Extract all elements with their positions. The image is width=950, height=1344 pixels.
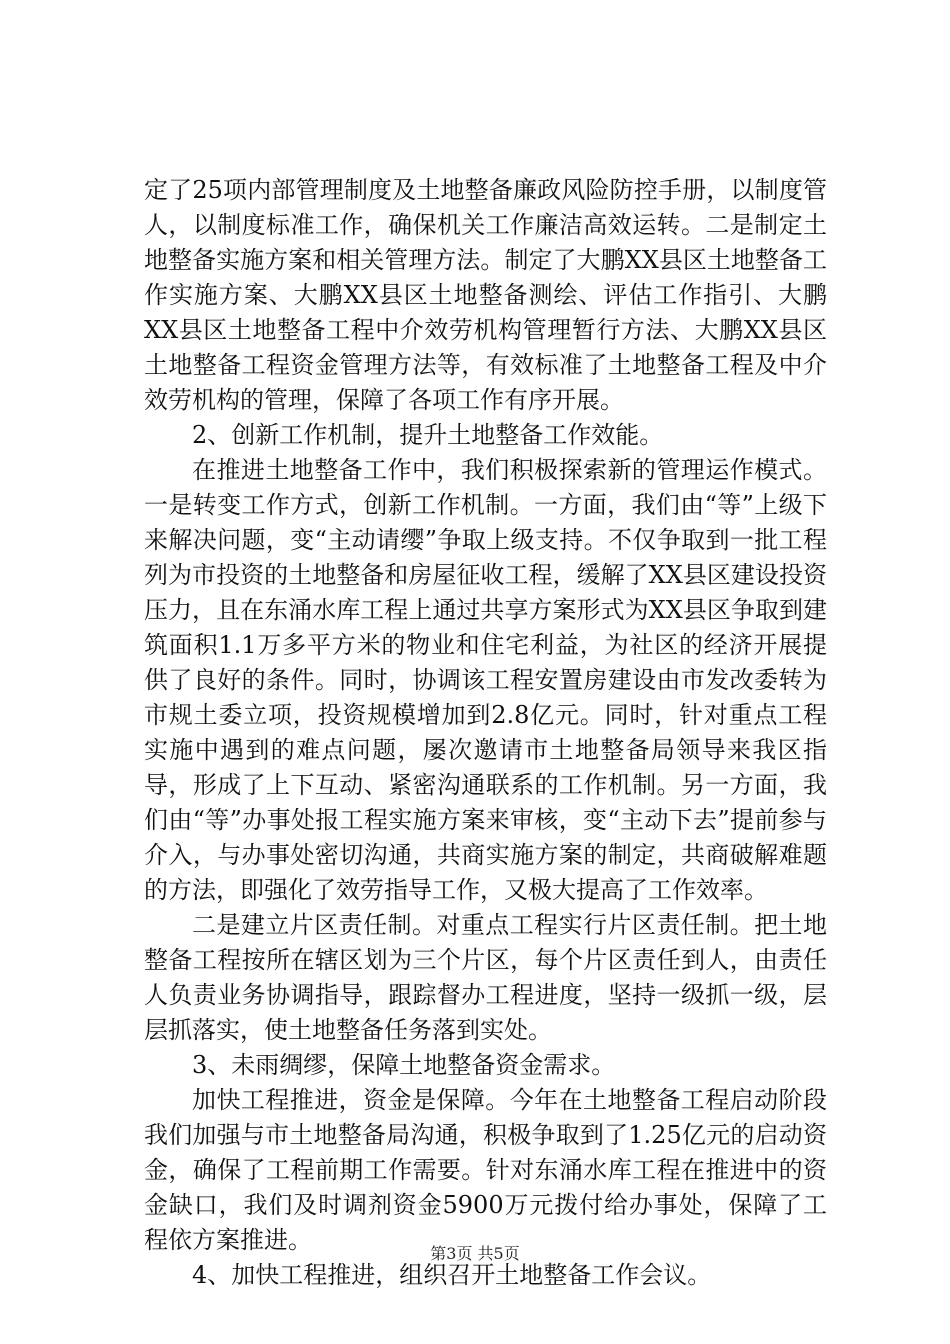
document-body	[144, 173, 827, 1293]
paragraph-3: 在推进土地整备工作中，我们积极探索新的管理运作模式。一是转变工作方式，创新工作机制。一方面，我们由“等”上级下来解决问题，变“主动请缨”争取上级支持。不仅争取到一批工程列为市投资的土地整备和房屋征收工程，缓解了XX县区建设投资压力，且在东涌水库工程上通过共享方案形式为XX县区争取到建筑面积1.1万多平方米的物业和住宅利益，为社区的经济开展提供了良好的条件。同时，协调该工程安置房建设由市发改委转为市规土委立项，投资规模增加到2.8亿元。同时，针对重点工程实施中遇到的难点问题，屡次邀请市土地整备局领导来我区指导，形成了上下互动、紧密沟通联系的工作机制。另一方面，我们由“等”办事处报工程实施方案来审核，变“主动下去”提前参与介入，与办事处密切沟通，共商实施方案的制定，共商破解难题的方法，即强化了效劳指导工作，又极大提高了工作效率。	[144, 456, 827, 904]
paragraph-4: 二是建立片区责任制。对重点工程实行片区责任制。把土地整备工程按所在辖区划为三个片区，每个片区责任到人，由责任人负责业务协调指导，跟踪督办工程进度，坚持一级抓一级，层层抓落实，使土地整备任务落到实处。	[144, 911, 827, 1044]
page-footer: 第3页 共5页	[430, 1244, 520, 1263]
section-heading-2: 2、创新工作机制，提升土地整备工作效能。	[192, 421, 664, 449]
paragraph-1: 定了25项内部管理制度及土地整备廉政风险防控手册，以制度管人，以制度标准工作，确保机关工作廉洁高效运转。二是制定土地整备实施方案和相关管理方法。制定了大鹏XX县区土地整备工作实施方案、大鹏XX县区土地整备测绘、评估工作指引、大鹏XX县区土地整备工程中介效劳机构管理暂行方法、大鹏XX县区土地整备工程资金管理方法等，有效标准了土地整备工程及中介效劳机构的管理，保障了各项工作有序开展。	[144, 176, 827, 414]
section-heading-3: 3、未雨绸缪，保障土地整备资金需求。	[192, 1051, 616, 1079]
section-heading-4: 4、加快工程推进，组织召开土地整备工作会议。	[192, 1261, 712, 1289]
paragraph-6: 加快工程推进，资金是保障。今年在土地整备工程启动阶段我们加强与市土地整备局沟通，积极争取到了1.25亿元的启动资金，确保了工程前期工作需要。针对东涌水库工程在推进中的资金缺口，我们及时调剂资金5900万元拨付给办事处，保障了工程依方案推进。	[144, 1086, 827, 1254]
